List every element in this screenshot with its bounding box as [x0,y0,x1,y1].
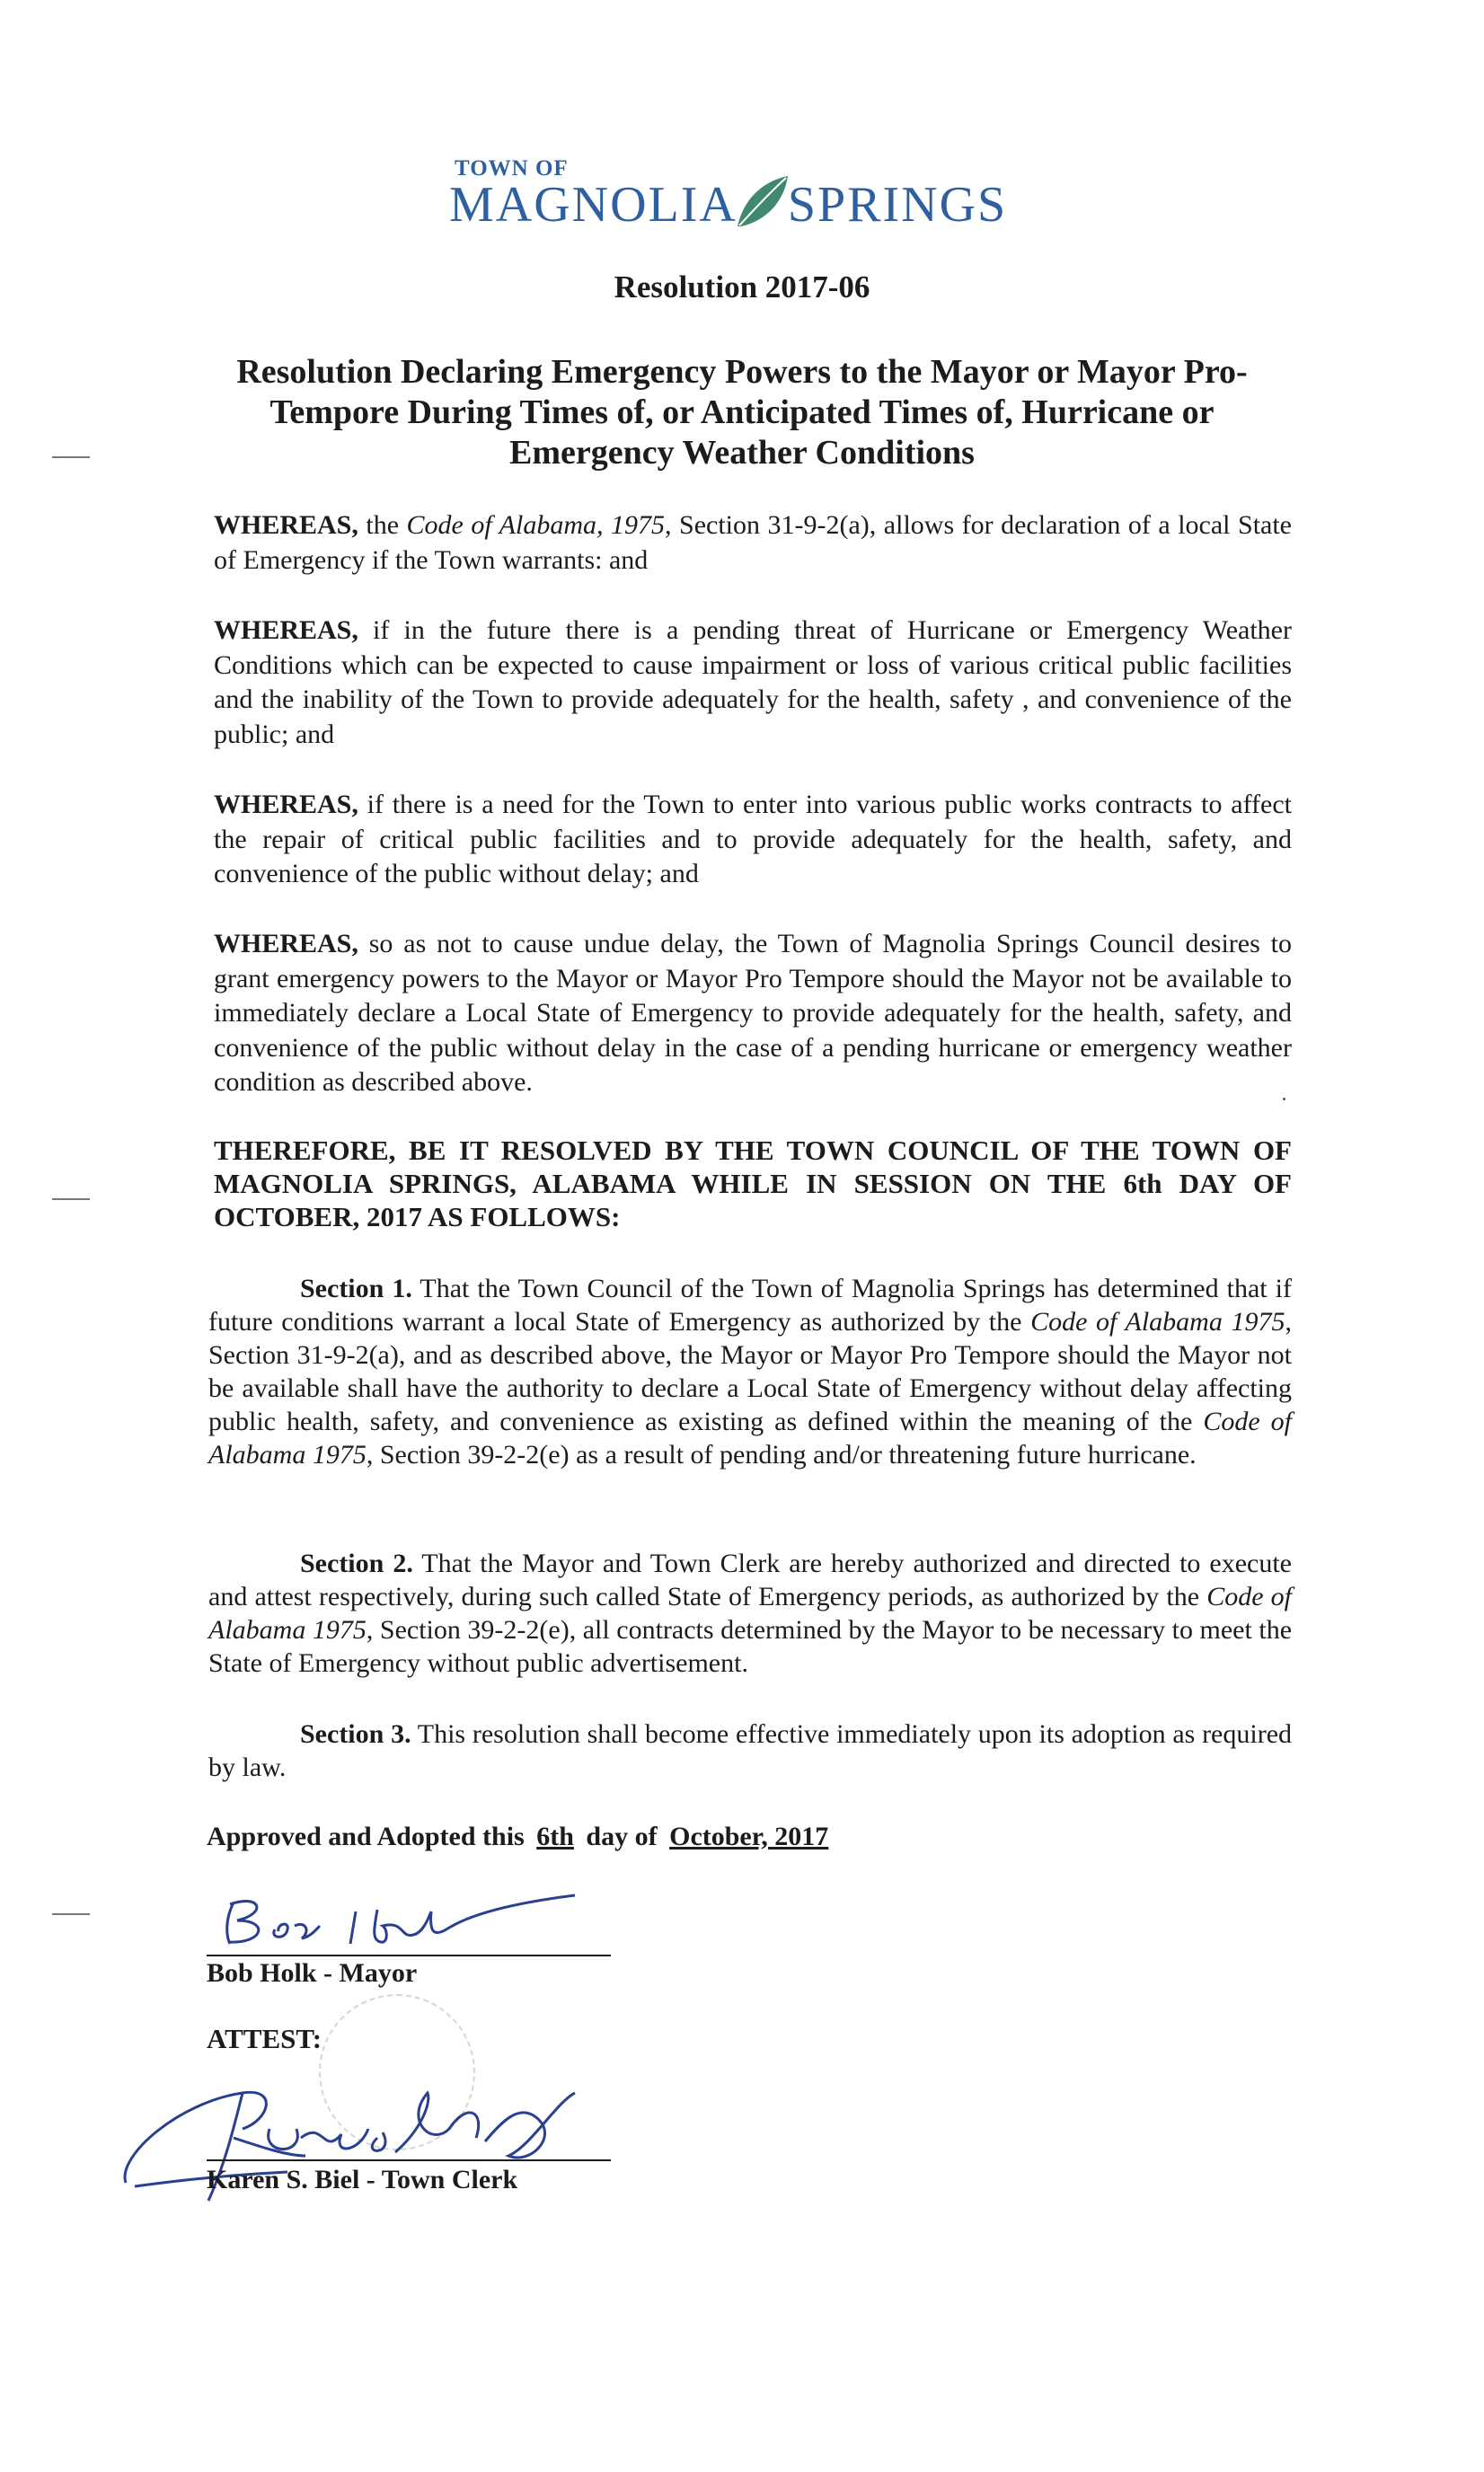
resolved-clause: THEREFORE, BE IT RESOLVED BY THE TOWN COUNCIL OF THE TOWN OF MAGNOLIA SPRINGS, ALABAMA WHILE IN SESSION ON THE 6th DAY OF OCTOBER, 2017 AS FOLLOWS: [214,1134,1292,1232]
margin-mark [52,1913,90,1915]
clerk-signature-line [207,2159,611,2161]
magnolia-leaf-icon [734,174,791,230]
whereas-clause [214,788,1292,892]
logo-name-right: SPRINGS [787,177,1008,233]
section-text: , Section 39-2-2(e) as a result of pending and/or threatening future hurricane. [366,1440,1197,1470]
approval-middle: day of [586,1822,658,1851]
approval-prefix: Approved and Adopted this [207,1822,525,1851]
town-logo [449,153,1060,234]
whereas-clause [214,927,1292,1100]
logo-wordmark [449,174,1007,234]
clause-text: so as not to cause undue delay, the Town of Magnolia Springs Council desires to grant emergency powers to the Mayor or Mayor Pro Tempore should the Mayor not be available to immediately declare a Local State of Emergency to provide adequately for the health, safety, and convenience of the public without delay in the case of a pending hurricane or emergency weather condition as described above. [214,929,1292,1097]
title-line: Tempore During Times of, or Anticipated Times of, Hurricane or [269,393,1215,431]
margin-mark [52,1198,90,1200]
whereas-clause [214,614,1292,752]
section-label: Section 1. [300,1274,412,1303]
section-1 [208,1272,1292,1471]
section-3 [208,1717,1292,1784]
clerk-name: Karen S. Biel - Town Clerk [207,2165,518,2194]
resolution-number: Resolution 2017-06 [614,269,870,305]
whereas-lead: WHEREAS, [214,929,358,958]
approval-line [207,1822,834,1852]
clause-text: if there is a need for the Town to enter into various public works contracts to affect the repair of critical public facilities and to provide adequately for the health, safety, and convenience of the public without delay; and [214,790,1292,888]
code-citation: Code of Alabama 1975 [1030,1307,1285,1337]
margin-mark [52,456,90,458]
clause-text: the [358,510,407,540]
clause-text: if in the future there is a pending threat of Hurricane or Emergency Weather Conditions which can be expected to cause impairment or loss of various critical public facilities and the inability of the Town to provide adequately for the health, safety , and convenience of the public; and [214,615,1292,749]
code-citation: Code of Alabama 1975 [208,1582,1292,1645]
whereas-clause [214,508,1292,578]
resolution-title [180,352,1304,473]
code-citation: Code of Alabama 1975 [208,1407,1292,1470]
clause-text: , Section 31-9-2(a), allows for declaration of a local State of Emergency if the Town warrants: and [214,510,1292,575]
section-text: That the Town Council of the Town of Magnolia Springs has determined that if future conditions warrant a local State of Emergency as authorized by the [208,1274,1292,1337]
section-text: , Section 31-9-2(a), and as described above, the Mayor or Mayor Pro Tempore should the Mayor not be available shall have the authority to declare a Local State of Emergency without delay affecting public health, safety, and convenience as existing as defined within the meaning of the [208,1307,1292,1436]
section-label: Section 3. [300,1719,411,1749]
logo-town-of: TOWN OF [455,156,569,181]
mayor-name: Bob Holk - Mayor [207,1958,418,1988]
mayor-signature [198,1885,593,1956]
approval-day: 6th [536,1822,574,1851]
section-text: This resolution shall become effective immediately upon its adoption as required by law. [208,1719,1293,1782]
section-text: , Section 39-2-2(e), all contracts determined by the Mayor to be necessary to meet the State of Emergency without public advertisement. [208,1615,1293,1678]
code-citation: Code of Alabama, 1975 [406,510,666,540]
section-label: Section 2. [300,1549,413,1578]
section-2 [208,1547,1292,1680]
section-text: That the Mayor and Town Clerk are hereby authorized and directed to execute and attest respectively, during such called State of Emergency periods, as authorized by the [208,1549,1293,1611]
clerk-signature [108,2066,611,2228]
whereas-lead: WHEREAS, [214,790,358,819]
title-line: Emergency Weather Conditions [509,434,975,472]
attest-label: ATTEST: [207,2023,322,2054]
title-line: Resolution Declaring Emergency Powers to the Mayor or Mayor Pro- [236,353,1248,391]
whereas-lead: WHEREAS, [214,615,358,645]
approval-month-year: October, 2017 [669,1822,829,1851]
logo-name-left: MAGNOLIA [449,177,738,233]
mayor-signature-line [207,1955,611,1956]
whereas-lead: WHEREAS, [214,510,358,540]
